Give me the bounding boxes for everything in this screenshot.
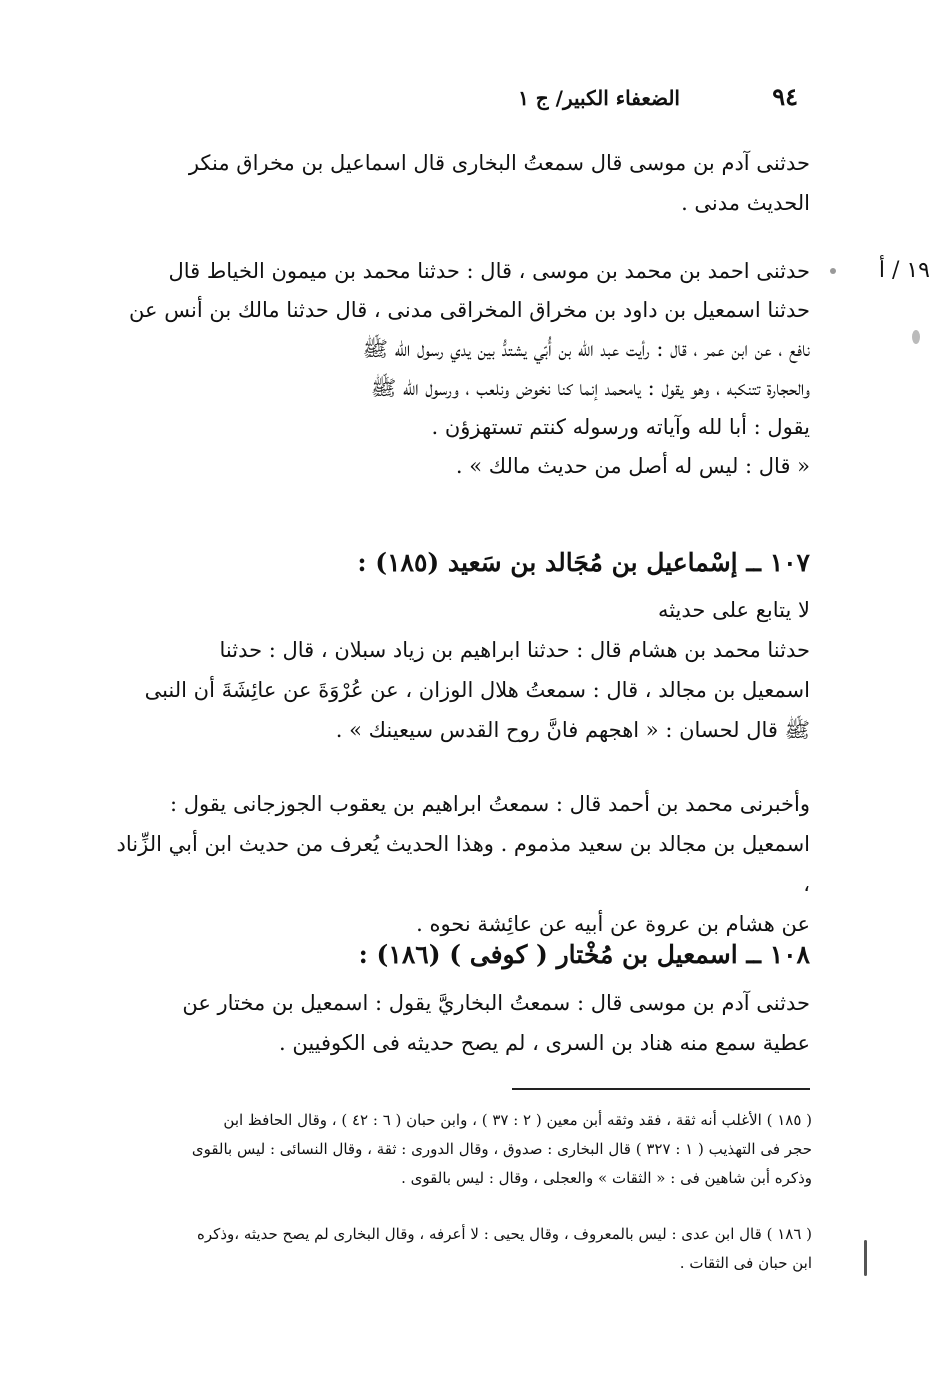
entry-107-commentary (108, 784, 810, 944)
text-line: الحديث مدنى . (681, 191, 810, 215)
text-line: حدثنا اسمعيل بن داود بن مخراق المخراقى مدنى ، قال حدثنا مالك بن أنس عن (129, 298, 810, 322)
text-line: والحجارة تتنكبه ، وهو يقول : يامحمد إنما كنا نخوض ونلعب ، ورسول الله ﷺ (370, 376, 810, 400)
scan-speck (830, 268, 836, 274)
text-line: ﷺ قال لحسان : « اهجهم فانَّ روح القدس سيعينك » . (335, 718, 810, 742)
text-line: اسمعيل بن مجالد بن سعيد مذموم . وهذا الحديث يُعرف من حديث ابن أبي الزِّناد ، (116, 832, 810, 896)
text-line: حدثنا محمد بن هشام قال : حدثنا ابراهيم بن زياد سبلان ، قال : حدثنا (219, 638, 810, 662)
text-line: لا يتابع على حديثه (657, 598, 810, 622)
footnote-line: ابن حبان فى الثقات . (679, 1254, 812, 1272)
text-line: حدثنى آدم بن موسى قال : سمعتُ البخاريَّ يقول : اسمعيل بن مختار عن (182, 991, 810, 1015)
text-line: عن هشام بن عروة عن أبيه عن عائِشة نحوه . (416, 912, 810, 936)
footnote-line: وذكره أبن شاهين فى : « الثقات » والعجلى ، وقال : ليس بالقوى . (401, 1169, 812, 1187)
scan-mark (864, 1240, 867, 1276)
scan-speck (912, 330, 920, 344)
text-line: حدثنى احمد بن محمد بن موسى ، قال : حدثنا محمد بن ميمون الخياط قال (168, 259, 810, 283)
manuscript-folio-ref: ١٩ / أ (878, 258, 930, 283)
entry-107-heading: ١٠٧ ــ إسْماعيل بن مُجَالد بن سَعيد (١٨٥) : (357, 548, 810, 577)
footnote-line: ( ١٨٦ ) قال ابن عدى : ليس بالمعروف ، وقال يحيى : لا أعرفه ، وقال البخارى لم يصح حديثه ،وذكره (197, 1225, 812, 1243)
text-line: « قال : ليس له أصل من حديث مالك » . (455, 454, 810, 478)
text-line: عطية سمع منه هناد بن السرى ، لم يصح حديثه فى الكوفيين . (279, 1031, 810, 1055)
entry-108-heading: ١٠٨ ــ اسمعيل بن مُخْتار ( كوفى ) (١٨٦) : (358, 940, 810, 969)
entry-107-body (108, 590, 810, 750)
footnote-185 (112, 1106, 812, 1193)
text-line: يقول : أبا لله وآياته ورسوله كنتم تستهزؤن . (431, 415, 810, 439)
footnote-line: حجر فى التهذيب ( ١ : ٣٢٧ ) قال البخارى : صدوق ، وقال الدورى : ثقة ، وقال النسائى : ليس بالقوى (191, 1140, 812, 1158)
text-line: اسمعيل بن مجالد ، قال : سمعتُ هلال الوزان ، عن عُرْوَةَ عن عائِشَةَ أن النبى (144, 678, 810, 702)
page-number: ٩٤ (772, 82, 798, 111)
entry-108-body (108, 983, 810, 1063)
running-header-title: الضعفاء الكبير/ ج ١ (518, 86, 680, 110)
intro-paragraph (108, 143, 810, 223)
text-line: حدثنى آدم بن موسى قال سمعتُ البخارى قال اسماعيل بن مخراق منكر (188, 151, 810, 175)
text-line: وأخبرنى محمد بن أحمد قال : سمعتُ ابراهيم بن يعقوب الجوزجانى يقول : (169, 792, 810, 816)
text-line: نافع ، عن ابن عمر ، قال : رأيت عبد الله بن أُبّي يشتدُّ بين يدي رسول الله ﷺ (362, 337, 810, 361)
footnote-line: ( ١٨٥ ) الأغلب أنه ثقة ، فقد وثقه أبن معين ( ٢ : ٣٧ ) ، وابن حبان ( ٦ : ٤٢ ) ، وقال الحافظ ابن (223, 1111, 812, 1129)
hadith-paragraph (108, 252, 810, 486)
footnote-divider (512, 1088, 810, 1090)
footnote-186 (112, 1220, 812, 1278)
